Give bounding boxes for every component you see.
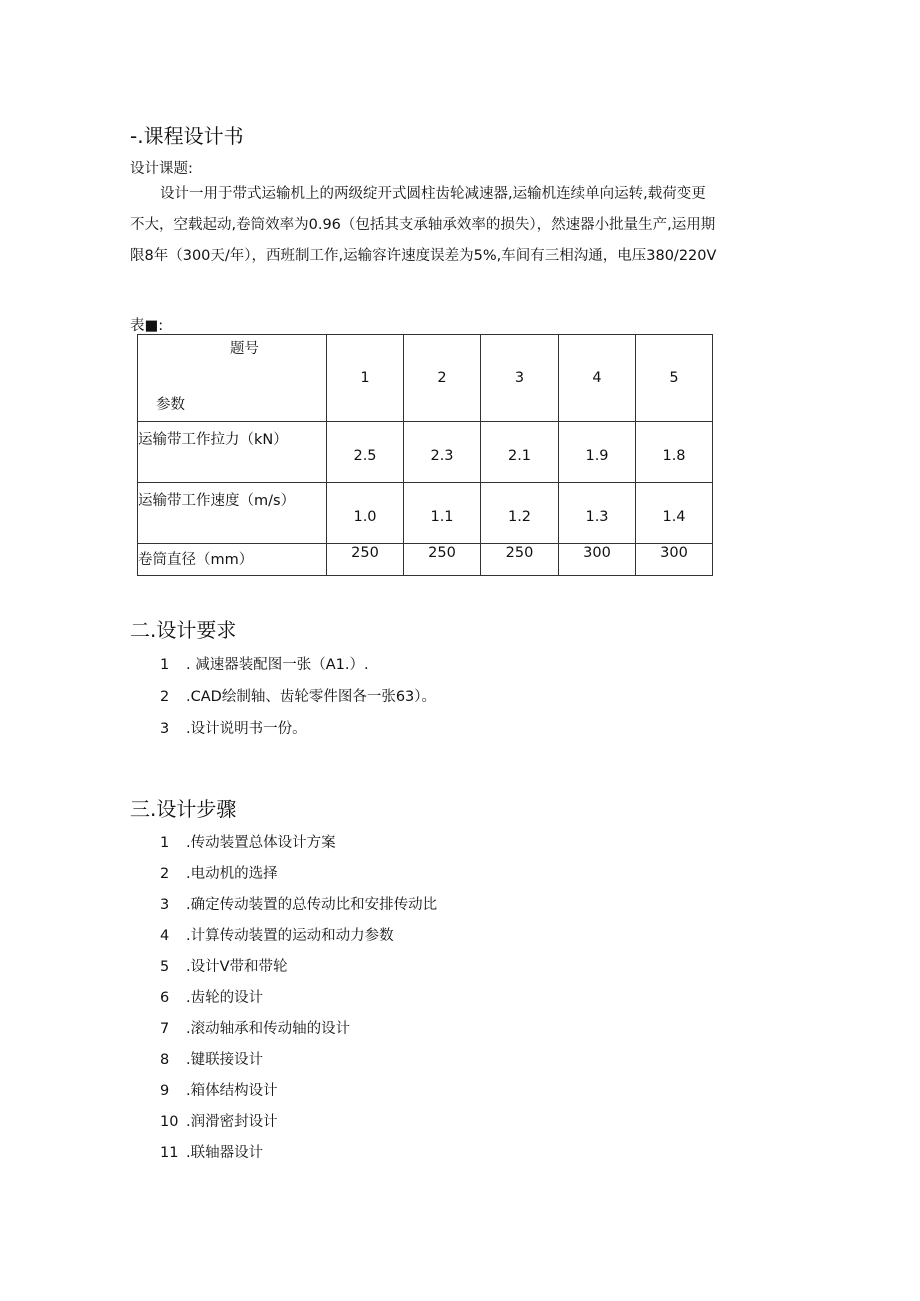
list-item: [160, 685, 436, 706]
item-text: .传动装置总体设计方案: [186, 835, 336, 851]
row-label: 运输带工作速度（m/s）: [138, 483, 327, 544]
list-item: [160, 717, 307, 738]
column-header: 1: [327, 335, 404, 422]
table-cell: 300: [559, 544, 636, 576]
table-cell: 2.3: [404, 422, 481, 483]
item-number: 11: [160, 1145, 179, 1161]
table-cell: 1.8: [636, 422, 713, 483]
table-cell: 2.5: [327, 422, 404, 483]
table-caption: 表■:: [130, 318, 164, 334]
item-text: .确定传动装置的总传动比和安排传动比: [186, 897, 438, 913]
list-item: [160, 893, 437, 914]
table-cell: 300: [636, 544, 713, 576]
table-cell: 1.0: [327, 483, 404, 544]
table-cell: 250: [327, 544, 404, 576]
section1-title: -.课程设计书: [130, 124, 244, 148]
list-item: [160, 1141, 263, 1162]
list-item: [160, 831, 336, 852]
row-label: 卷筒直径（mm）: [138, 544, 327, 576]
item-text: .电动机的选择: [186, 866, 278, 882]
table-cell: 250: [404, 544, 481, 576]
column-header: 5: [636, 335, 713, 422]
item-text: .设计说明书一份。: [186, 721, 307, 737]
header-corner-cell: [138, 335, 327, 422]
table-row: [138, 422, 713, 483]
item-text: .计算传动装置的运动和动力参数: [186, 928, 394, 944]
item-number: 8: [160, 1052, 170, 1068]
column-header: 2: [404, 335, 481, 422]
list-item: [160, 1110, 278, 1131]
list-item: [160, 1048, 263, 1069]
item-number: 4: [160, 928, 170, 944]
section1-subtitle: 设计课题:: [130, 161, 193, 177]
list-item: [160, 1079, 278, 1100]
item-text: .润滑密封设计: [186, 1114, 278, 1130]
item-number: 1: [160, 657, 170, 673]
item-text: .CAD绘制轴、齿轮零件图各一张63）。: [186, 689, 437, 705]
item-number: 9: [160, 1083, 170, 1099]
list-item: [160, 653, 369, 674]
list-item: [160, 1017, 350, 1038]
item-number: 1: [160, 835, 170, 851]
item-number: 10: [160, 1114, 179, 1130]
section2-title: 二.设计要求: [130, 618, 237, 642]
table-cell: 1.2: [481, 483, 559, 544]
section3-title: 三.设计步骤: [130, 797, 237, 821]
table-cell: 2.1: [481, 422, 559, 483]
list-item: [160, 955, 288, 976]
header-topic-label: 题号: [230, 341, 259, 357]
column-header: 4: [559, 335, 636, 422]
row-label: 运输带工作拉力（kN）: [138, 422, 327, 483]
item-text: .设计V带和带轮: [186, 959, 288, 975]
parameter-table: [137, 334, 713, 576]
table-cell: 250: [481, 544, 559, 576]
item-text: .箱体结构设计: [186, 1083, 278, 1099]
item-number: 2: [160, 689, 170, 705]
item-text: .齿轮的设计: [186, 990, 264, 1006]
item-number: 3: [160, 897, 170, 913]
column-header: 3: [481, 335, 559, 422]
item-number: 2: [160, 866, 170, 882]
list-item: [160, 862, 278, 883]
item-number: 7: [160, 1021, 170, 1037]
header-param-label: 参数: [156, 397, 185, 413]
item-number: 6: [160, 990, 170, 1006]
list-item: [160, 986, 263, 1007]
table-cell: 1.3: [559, 483, 636, 544]
item-text: .联轴器设计: [186, 1145, 264, 1161]
design-paragraph: 设计一用于带式运输机上的两级绽开式圆柱齿轮减速器,运输机连续单向运转,载荷变更不大，空载起动,卷筒效率为0.96（包括其支承轴承效率的损失），然速器小批量生产,运用期限8年（300天/年），西班制工作,运输容许速度误差为5%,车间有三相沟通，电压380/220V: [130, 186, 717, 264]
item-text: .滚动轴承和传动轴的设计: [186, 1021, 351, 1037]
table-cell: 1.4: [636, 483, 713, 544]
list-item: [160, 924, 394, 945]
item-number: 5: [160, 959, 170, 975]
table-cell: 1.9: [559, 422, 636, 483]
table-cell: 1.1: [404, 483, 481, 544]
table-header-row: [138, 335, 713, 422]
table-row: [138, 483, 713, 544]
item-number: 3: [160, 721, 170, 737]
table-row: [138, 544, 713, 576]
item-text: .键联接设计: [186, 1052, 264, 1068]
item-text: . 减速器装配图一张（A1.）.: [186, 657, 369, 673]
